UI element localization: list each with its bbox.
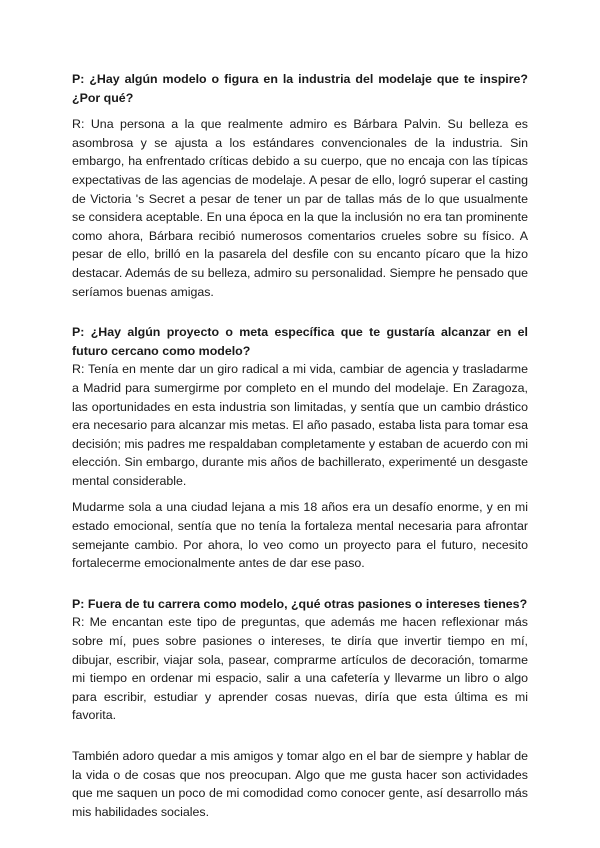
answer-3-paragraph-2: También adoro quedar a mis amigos y tomar algo en el bar de siempre y hablar de la vida o de cosas que nos preocupan. Algo que me gusta hacer son actividades que me saquen un poco de mi comodidad como conocer gente, así desarrollo más mis habilidades sociales. <box>72 749 528 819</box>
answer-1-paragraph-1: R: Una persona a la que realmente admiro es Bárbara Palvin. Su belleza es asombrosa y se ajusta a los estándares convencionales de la industria. Sin embargo, ha enfrentado críticas debido a su cuerpo, que no encaja con las típicas expectativas de las agencias de modelaje. A pesar de ello, logró superar el casting de Victoria 's Secret a pesar de tener un par de tallas más de lo que usualmente se considera aceptable. En una época en la que la inclusión no era tan prominente como ahora, Bárbara recibió numerosos comentarios crueles sobre su físico. A pesar de ello, brilló en la pasarela del desfile con su encanto pícaro que la hizo destacar. Además de su belleza, admiro su personalidad. Siempre he pensado que seríamos buenas amigas. <box>72 117 528 299</box>
answer-2-paragraph-2: Mudarme sola a una ciudad lejana a mis 18 años era un desafío enorme, y en mi estado emocional, sentía que no tenía la fortaleza mental necesaria para afrontar semejante cambio. Por ahora, lo veo como un proyecto para el futuro, necesito fortalecerme emocionalmente antes de dar ese paso. <box>72 500 528 571</box>
question-2: P: ¿Hay algún proyecto o meta específica que te gustaría alcanzar en el futuro cercano como modelo? <box>72 325 528 358</box>
question-1: P: ¿Hay algún modelo o figura en la industria del modelaje que te inspire? ¿Por qué? <box>72 72 528 105</box>
answer-2-paragraph-1: R: Tenía en mente dar un giro radical a mi vida, cambiar de agencia y trasladarme a Madrid para sumergirme por completo en el mundo del modelaje. En Zaragoza, las oportunidades en esta industria son limitadas, y sentía que un cambio drástico era necesario para alcanzar mis metas. El año pasado, estaba lista para tomar esa decisión; mis padres me respaldaban completamente y estaban de acuerdo con mi elección. Sin embargo, durante mis años de bachillerato, experimenté un desgaste mental considerable. <box>72 362 528 488</box>
answer-3-paragraph-1: R: Me encantan este tipo de preguntas, que además me hacen reflexionar más sobre mí, pues sobre pasiones o intereses, te diría que invertir tiempo en mí, dibujar, escribir, viajar sola, pasear, comprarme artículos de decoración, tomarme mi tiempo en ordenar mi espacio, salir a una cafetería y llevarme un libro o algo para escribir, estudiar y aprender cosas nuevas, diría que esta última es mi favorita. <box>72 615 528 723</box>
question-3: P: Fuera de tu carrera como modelo, ¿qué otras pasiones o intereses tienes? <box>72 596 528 611</box>
document-page <box>72 70 528 821</box>
